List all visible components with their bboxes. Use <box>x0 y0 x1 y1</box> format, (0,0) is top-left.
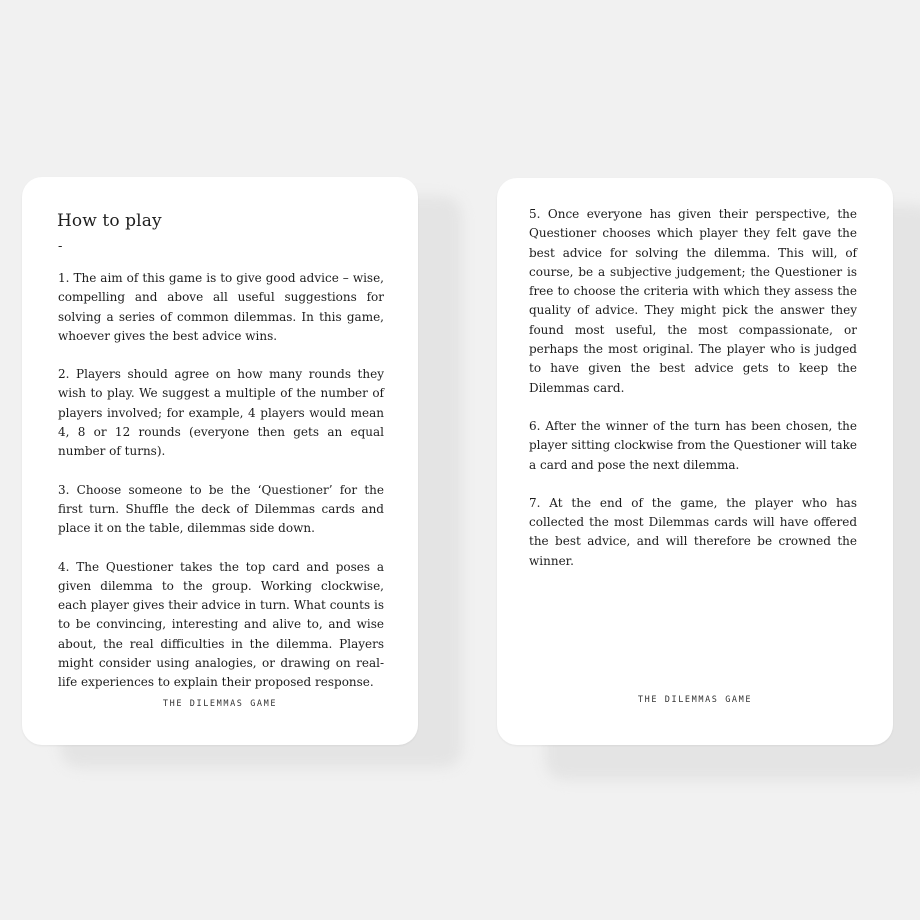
rules-text <box>529 205 857 590</box>
rule-paragraph-5: 5. Once everyone has given their perspective, the Questioner chooses which player they felt gave the best advice for solving the dilemma. This will, of course, be a subjective judgement; the Questioner is free to choose the criteria with which they assess the quality of advice. They might pick the answer they found most useful, the most compassionate, or perhaps the most original. The player who is judged to have given the best advice gets to keep the Dilemmas card. <box>529 207 857 395</box>
rule-paragraph-1: 1. The aim of this game is to give good advice – wise, compelling and above all useful suggestions for solving a series of common dilemmas. In this game, whoever gives the best advice wins. <box>58 271 384 343</box>
card-footer: THE DILEMMAS GAME <box>162 699 278 709</box>
rules-text <box>58 269 384 712</box>
rule-paragraph-2: 2. Players should agree on how many rounds they wish to play. We suggest a multiple of the number of players involved; for example, 4 players would mean 4, 8 or 12 rounds (everyone then gets an equal number of turns). <box>58 367 384 459</box>
card-footer: THE DILEMMAS GAME <box>637 695 753 705</box>
card-title: How to play <box>57 211 162 231</box>
how-to-play-card-back <box>497 178 893 745</box>
how-to-play-card-front <box>22 177 418 745</box>
rule-paragraph-7: 7. At the end of the game, the player who has collected the most Dilemmas cards will have offered the best advice, and will therefore be crowned the winner. <box>529 495 857 568</box>
rule-paragraph-3: 3. Choose someone to be the ‘Questioner’ for the first turn. Shuffle the deck of Dilemmas cards and place it on the table, dilemmas side down. <box>58 482 384 536</box>
title-dash: - <box>58 239 63 254</box>
rule-paragraph-4: 4. The Questioner takes the top card and poses a given dilemma to the group. Working clockwise, each player gives their advice in turn. What counts is to be convincing, interesting and alive to, and wise about, the real difficulties in the dilemma. Players might consider using analogies, or drawing on real-life experiences to explain their proposed response. <box>58 559 384 690</box>
rule-paragraph-6: 6. After the winner of the turn has been chosen, the player sitting clockwise from the Questioner will take a card and pose the next dilemma. <box>529 418 857 472</box>
